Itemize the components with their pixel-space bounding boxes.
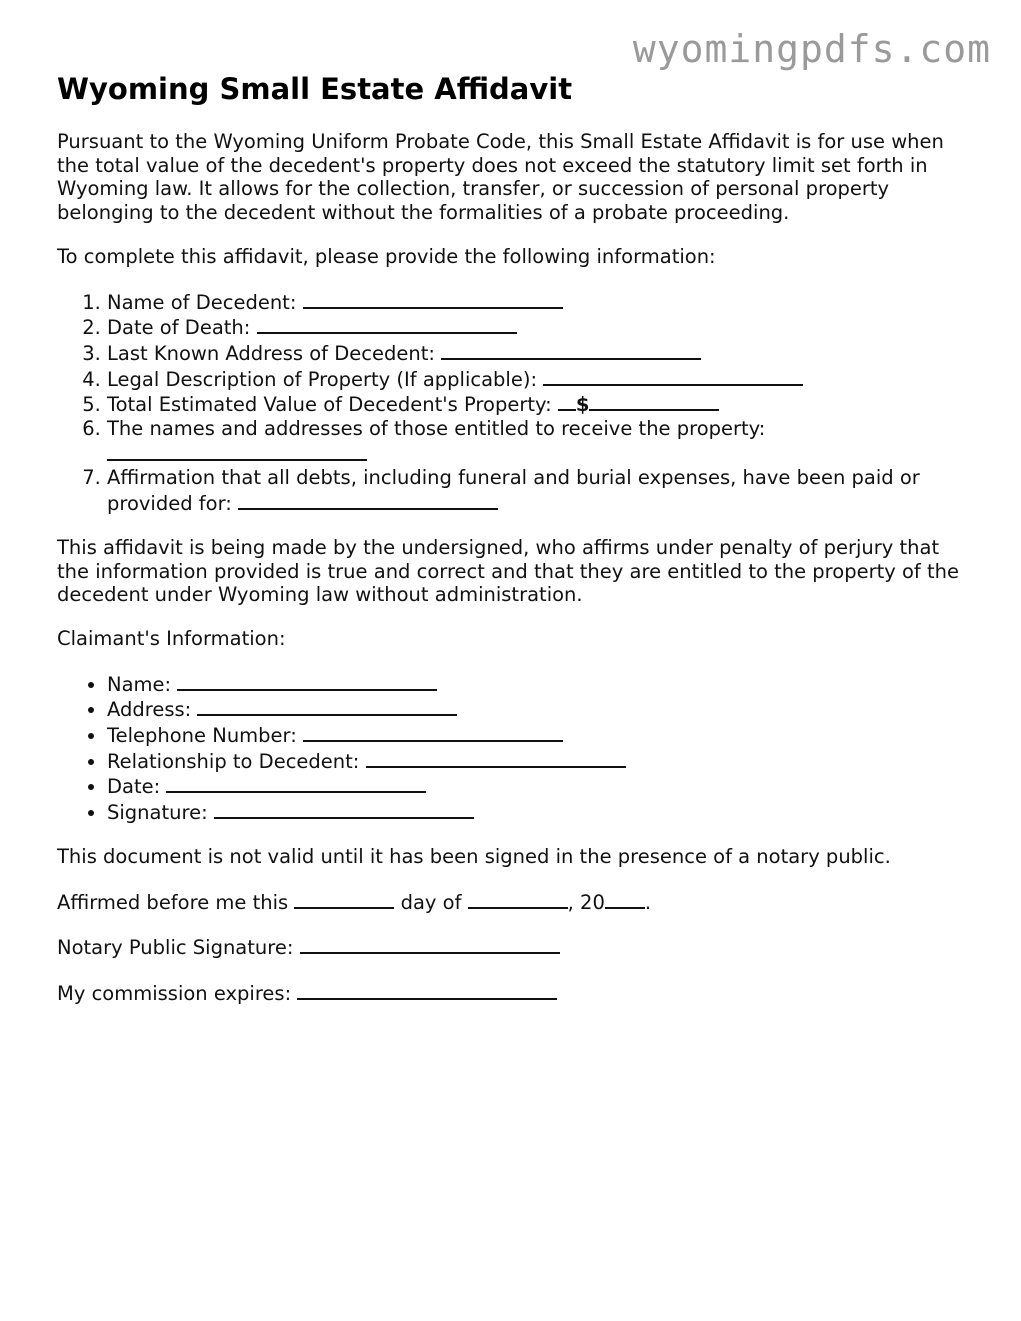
affirmation-blank[interactable] xyxy=(238,490,498,510)
claimant-date-blank[interactable] xyxy=(166,773,426,793)
field-label: Date: xyxy=(107,775,161,799)
field-label: My commission expires: xyxy=(57,981,292,1005)
affirmed-year-label: , 20 xyxy=(567,890,605,914)
date-of-death-blank[interactable] xyxy=(257,314,517,334)
affirmed-end: . xyxy=(644,890,652,914)
field-label: Affirmation that all debts, including funeral and burial expenses, have been paid or provided for: xyxy=(107,466,920,516)
field-entitled-names xyxy=(107,417,977,466)
entitled-names-blank[interactable] xyxy=(107,441,367,461)
affirmed-line xyxy=(57,889,977,915)
validity-paragraph: This document is not valid until it has been signed in the presence of a notary public. xyxy=(57,844,891,868)
claimant-relationship xyxy=(107,748,977,774)
commission-blank[interactable] xyxy=(297,980,557,1000)
undersigned-paragraph: This affidavit is being made by the undersigned, who affirms under penalty of perjury that the information provided is true and correct and that they are entitled to the property of the decedent under Wyoming law without administration. xyxy=(57,535,959,607)
field-decedent-name xyxy=(107,289,977,315)
total-value-blank[interactable] xyxy=(589,391,719,411)
claimant-signature-blank[interactable] xyxy=(214,799,474,819)
field-affirmation xyxy=(107,466,977,515)
claimant-date xyxy=(107,773,977,799)
claimant-heading: Claimant's Information: xyxy=(57,626,286,650)
claimant-name-blank[interactable] xyxy=(177,671,437,691)
total-value-prefix-blank xyxy=(558,391,576,411)
affirmed-month-blank[interactable] xyxy=(468,889,568,909)
notary-signature-line xyxy=(57,934,977,960)
currency-symbol: $ xyxy=(575,393,590,417)
field-label: Telephone Number: xyxy=(107,724,297,748)
field-last-address xyxy=(107,340,977,366)
legal-description-blank[interactable] xyxy=(543,366,803,386)
field-label: Legal Description of Property (If applicable): xyxy=(107,367,538,391)
affirmed-year-blank[interactable] xyxy=(605,889,645,909)
field-label: Notary Public Signature: xyxy=(57,936,294,960)
claimant-address xyxy=(107,696,977,722)
claimant-signature xyxy=(107,799,977,825)
field-label: Relationship to Decedent: xyxy=(107,749,360,773)
field-label: The names and addresses of those entitled to receive the property: xyxy=(107,417,766,441)
decedent-fields-list xyxy=(57,289,977,516)
last-address-blank[interactable] xyxy=(441,340,701,360)
commission-line xyxy=(57,980,977,1006)
notary-signature-blank[interactable] xyxy=(300,934,560,954)
field-label: Name: xyxy=(107,672,172,696)
affirmed-day-label: day of xyxy=(400,890,462,914)
claimant-telephone-blank[interactable] xyxy=(303,722,563,742)
instructions-paragraph: To complete this affidavit, please provide the following information: xyxy=(57,244,716,268)
claimant-fields-list xyxy=(57,671,977,825)
affirmed-day-blank[interactable] xyxy=(294,889,394,909)
field-label: Signature: xyxy=(107,801,208,825)
field-label: Last Known Address of Decedent: xyxy=(107,341,435,365)
claimant-relationship-blank[interactable] xyxy=(366,748,626,768)
document-body xyxy=(57,68,977,1006)
field-legal-description xyxy=(107,366,977,392)
field-label: Address: xyxy=(107,698,192,722)
watermark: wyomingpdfs.com xyxy=(632,27,991,71)
decedent-name-blank[interactable] xyxy=(303,289,563,309)
field-total-value xyxy=(107,391,977,417)
field-label: Total Estimated Value of Decedent's Property: xyxy=(107,393,552,417)
document-title: Wyoming Small Estate Affidavit xyxy=(57,72,573,106)
intro-paragraph: Pursuant to the Wyoming Uniform Probate Code, this Small Estate Affidavit is for use when the total value of the decedent's property does not exceed the statutory limit set forth in Wyoming law. It allows for the collection, transfer, or succession of personal property belonging to the decedent without the formalities of a probate proceeding. xyxy=(57,130,944,225)
field-date-of-death xyxy=(107,314,977,340)
affirmed-prefix: Affirmed before me this xyxy=(57,890,289,914)
field-label: Date of Death: xyxy=(107,316,251,340)
field-label: Name of Decedent: xyxy=(107,290,297,314)
claimant-address-blank[interactable] xyxy=(197,696,457,716)
claimant-telephone xyxy=(107,722,977,748)
claimant-name xyxy=(107,671,977,697)
